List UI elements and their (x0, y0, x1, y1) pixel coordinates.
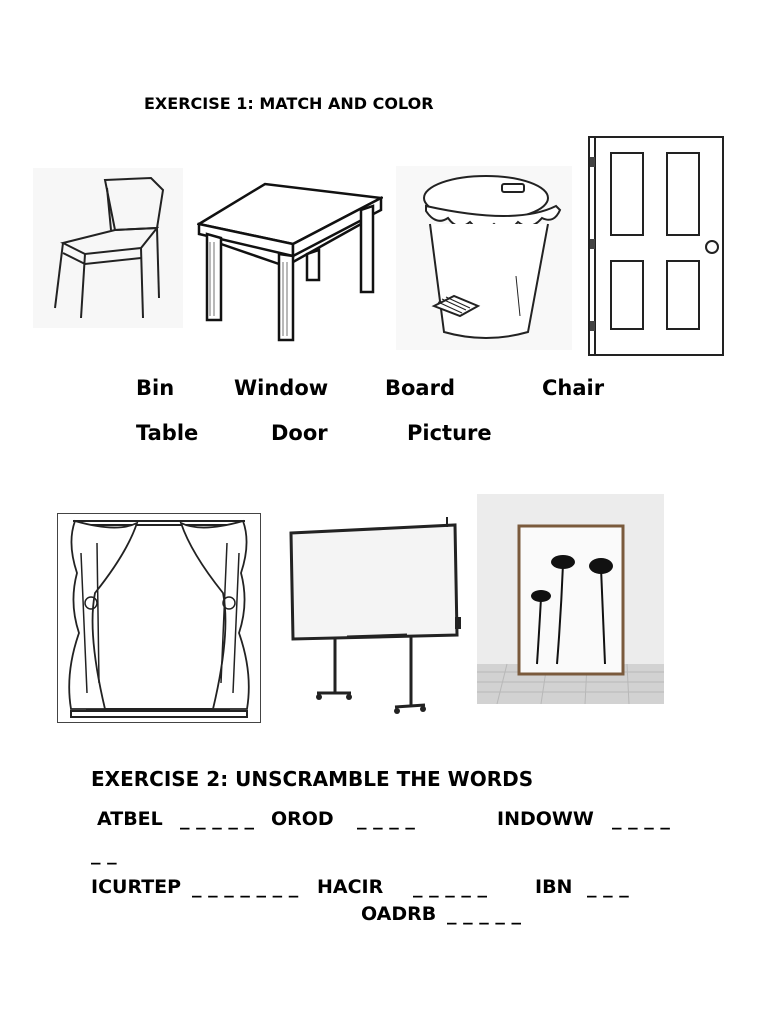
exercise1-title: EXERCISE 1: MATCH AND COLOR (144, 94, 434, 113)
answer-blank-indoww-cont: _ _ (91, 843, 117, 865)
scrambled-word-indoww: INDOWW (497, 808, 594, 830)
scrambled-word-oadrb: OADRB (361, 903, 437, 925)
answer-blank-icurtep: _ _ _ _ _ _ _ (192, 876, 299, 898)
word-picture: Picture (407, 421, 492, 445)
board-picture (287, 517, 467, 719)
word-window: Window (234, 376, 329, 400)
word-board: Board (385, 376, 455, 400)
answer-blank-orod: _ _ _ _ (357, 808, 415, 830)
word-chair: Chair (542, 376, 605, 400)
word-door: Door (271, 421, 328, 445)
window-picture (57, 513, 261, 723)
scrambled-word-orod: OROD (271, 808, 334, 830)
picture-frame-picture (477, 494, 664, 704)
answer-blank-indoww: _ _ _ _ (612, 808, 670, 830)
table-picture (197, 182, 383, 344)
word-bin: Bin (136, 376, 175, 400)
scrambled-word-ibn: IBN (535, 876, 573, 898)
answer-blank-ibn: _ _ _ (587, 876, 629, 898)
scrambled-word-icurtep: ICURTEP (91, 876, 182, 898)
door-picture (587, 135, 725, 357)
scrambled-word-atbel: ATBEL (97, 808, 163, 830)
bin-picture (396, 166, 572, 350)
answer-blank-atbel: _ _ _ _ _ (180, 808, 254, 830)
answer-blank-hacir: _ _ _ _ _ (413, 876, 487, 898)
word-table: Table (136, 421, 199, 445)
answer-blank-oadrb: _ _ _ _ _ (447, 903, 521, 925)
exercise2-title: EXERCISE 2: UNSCRAMBLE THE WORDS (91, 767, 534, 791)
scrambled-word-hacir: HACIR (317, 876, 384, 898)
chair-picture (33, 168, 183, 328)
